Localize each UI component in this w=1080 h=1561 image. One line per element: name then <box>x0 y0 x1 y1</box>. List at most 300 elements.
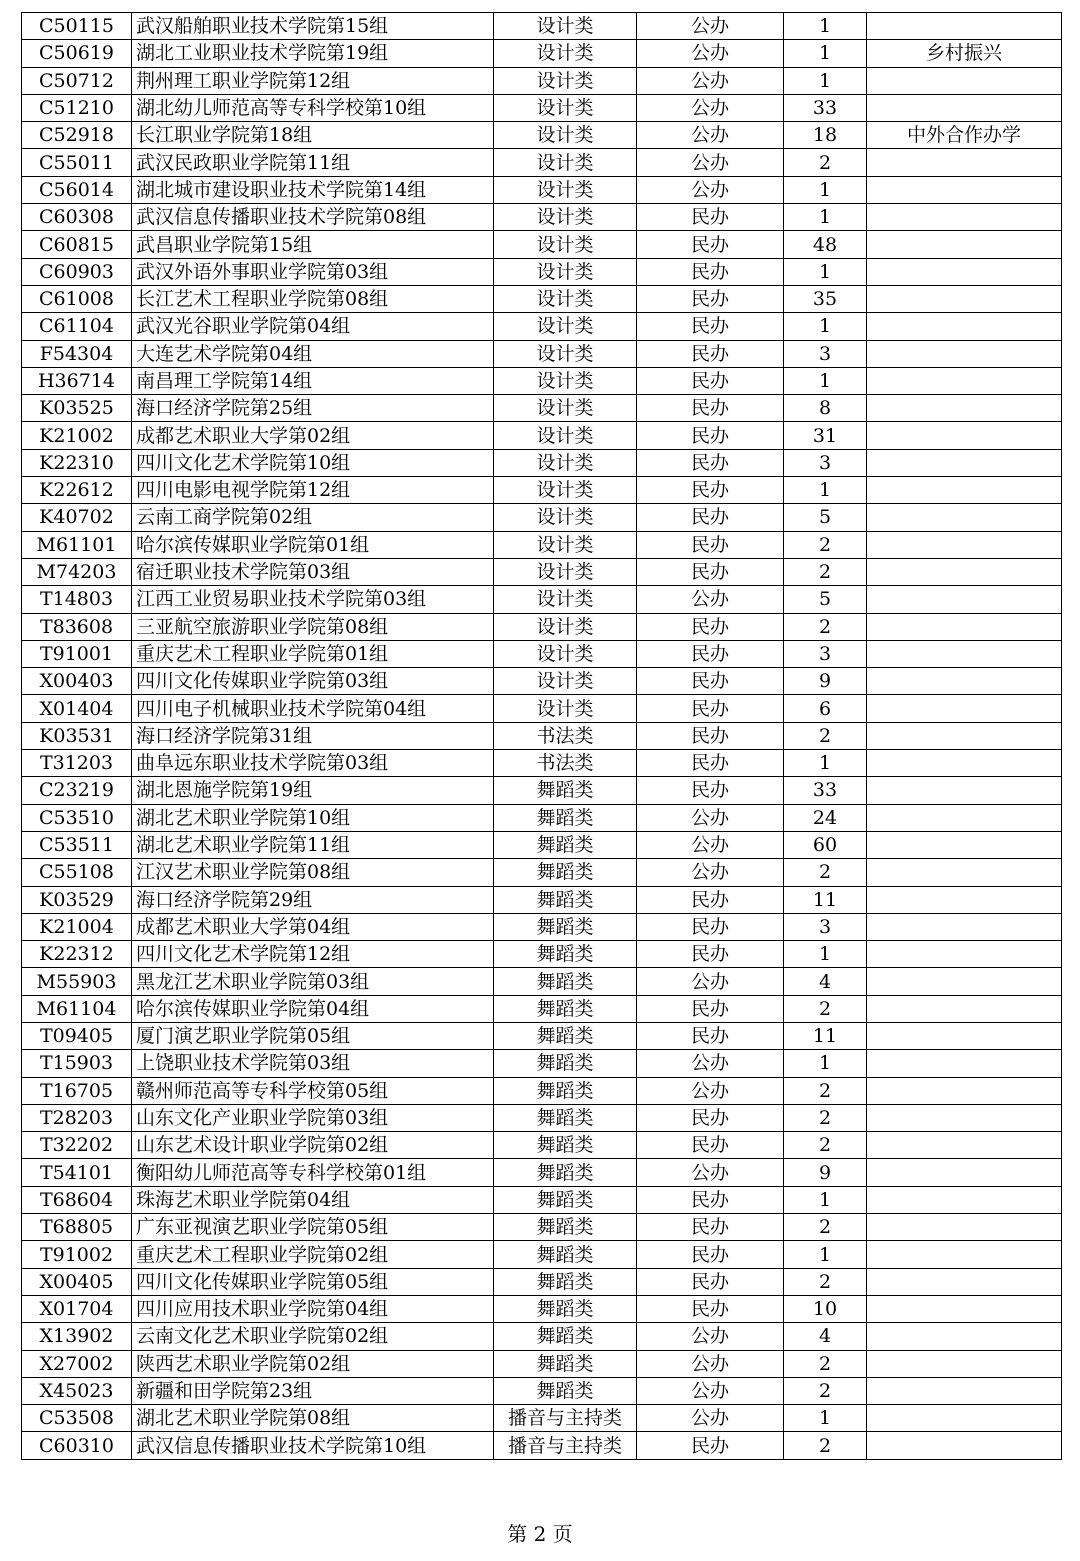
school-type-cell: 民办 <box>637 1022 784 1049</box>
category-cell: 设计类 <box>494 340 637 367</box>
table-row <box>22 1295 1062 1322</box>
school-type-cell: 民办 <box>637 231 784 258</box>
college-group-cell: 湖北艺术职业学院第10组 <box>132 804 494 831</box>
college-group-cell: 厦门演艺职业学院第05组 <box>132 1022 494 1049</box>
plan-count-cell: 33 <box>784 777 867 804</box>
group-code-cell: K03531 <box>22 722 132 749</box>
college-group-cell: 哈尔滨传媒职业学院第01组 <box>132 531 494 558</box>
group-code-cell: C61008 <box>22 285 132 312</box>
school-type-cell: 民办 <box>637 204 784 231</box>
college-group-cell: 长江职业学院第18组 <box>132 122 494 149</box>
remark-cell <box>867 1132 1062 1159</box>
table-row <box>22 695 1062 722</box>
plan-count-cell: 2 <box>784 722 867 749</box>
table-row <box>22 586 1062 613</box>
category-cell: 舞蹈类 <box>494 913 637 940</box>
category-cell: 舞蹈类 <box>494 1159 637 1186</box>
group-code-cell: C52918 <box>22 122 132 149</box>
college-group-cell: 武汉外语外事职业学院第03组 <box>132 258 494 285</box>
remark-cell <box>867 449 1062 476</box>
category-cell: 舞蹈类 <box>494 1077 637 1104</box>
plan-count-cell: 18 <box>784 122 867 149</box>
plan-count-cell: 6 <box>784 695 867 722</box>
category-cell: 设计类 <box>494 313 637 340</box>
remark-cell <box>867 204 1062 231</box>
category-cell: 舞蹈类 <box>494 777 637 804</box>
group-code-cell: T68805 <box>22 1214 132 1241</box>
plan-count-cell: 31 <box>784 422 867 449</box>
category-cell: 设计类 <box>494 367 637 394</box>
college-group-cell: 湖北工业职业技术学院第19组 <box>132 40 494 67</box>
plan-count-cell: 10 <box>784 1295 867 1322</box>
remark-cell <box>867 886 1062 913</box>
college-group-cell: 江西工业贸易职业技术学院第03组 <box>132 586 494 613</box>
group-code-cell: T91002 <box>22 1241 132 1268</box>
remark-cell <box>867 504 1062 531</box>
school-type-cell: 公办 <box>637 968 784 995</box>
plan-count-cell: 2 <box>784 1350 867 1377</box>
plan-count-cell: 2 <box>784 558 867 585</box>
plan-count-cell: 35 <box>784 285 867 312</box>
remark-cell <box>867 1159 1062 1186</box>
category-cell: 设计类 <box>494 285 637 312</box>
remark-cell <box>867 804 1062 831</box>
remark-cell <box>867 1077 1062 1104</box>
category-cell: 舞蹈类 <box>494 1241 637 1268</box>
table-row <box>22 1104 1062 1131</box>
category-cell: 设计类 <box>494 613 637 640</box>
plan-count-cell: 2 <box>784 1132 867 1159</box>
school-type-cell: 民办 <box>637 1268 784 1295</box>
plan-count-cell: 4 <box>784 1323 867 1350</box>
remark-cell <box>867 941 1062 968</box>
plan-count-cell: 3 <box>784 913 867 940</box>
school-type-cell: 公办 <box>637 67 784 94</box>
category-cell: 舞蹈类 <box>494 886 637 913</box>
school-type-cell: 公办 <box>637 176 784 203</box>
group-code-cell: M55903 <box>22 968 132 995</box>
remark-cell <box>867 913 1062 940</box>
group-code-cell: C60310 <box>22 1432 132 1459</box>
category-cell: 设计类 <box>494 258 637 285</box>
college-group-cell: 曲阜远东职业技术学院第03组 <box>132 750 494 777</box>
plan-count-cell: 1 <box>784 1241 867 1268</box>
school-type-cell: 公办 <box>637 13 784 40</box>
remark-cell <box>867 477 1062 504</box>
category-cell: 设计类 <box>494 422 637 449</box>
plan-count-cell: 2 <box>784 995 867 1022</box>
school-type-cell: 公办 <box>637 586 784 613</box>
category-cell: 设计类 <box>494 504 637 531</box>
remark-cell <box>867 558 1062 585</box>
remark-cell <box>867 149 1062 176</box>
category-cell: 设计类 <box>494 558 637 585</box>
table-row <box>22 859 1062 886</box>
college-group-cell: 四川文化艺术学院第12组 <box>132 941 494 968</box>
group-code-cell: X45023 <box>22 1377 132 1404</box>
table-row <box>22 968 1062 995</box>
remark-cell <box>867 613 1062 640</box>
table-row <box>22 176 1062 203</box>
remark-cell <box>867 1022 1062 1049</box>
school-type-cell: 公办 <box>637 122 784 149</box>
college-group-cell: 荆州理工职业学院第12组 <box>132 67 494 94</box>
remark-cell <box>867 1377 1062 1404</box>
group-code-cell: T28203 <box>22 1104 132 1131</box>
table-row <box>22 1405 1062 1432</box>
college-group-cell: 海口经济学院第31组 <box>132 722 494 749</box>
plan-count-cell: 48 <box>784 231 867 258</box>
college-group-cell: 赣州师范高等专科学校第05组 <box>132 1077 494 1104</box>
category-cell: 设计类 <box>494 640 637 667</box>
school-type-cell: 民办 <box>637 558 784 585</box>
admissions-table <box>21 12 1062 1460</box>
school-type-cell: 民办 <box>637 668 784 695</box>
college-group-cell: 四川文化传媒职业学院第03组 <box>132 668 494 695</box>
plan-count-cell: 2 <box>784 1214 867 1241</box>
college-group-cell: 武汉船舶职业技术学院第15组 <box>132 13 494 40</box>
group-code-cell: C23219 <box>22 777 132 804</box>
plan-count-cell: 1 <box>784 1186 867 1213</box>
table-row <box>22 40 1062 67</box>
college-group-cell: 湖北艺术职业学院第08组 <box>132 1405 494 1432</box>
college-group-cell: 成都艺术职业大学第02组 <box>132 422 494 449</box>
group-code-cell: X01704 <box>22 1295 132 1322</box>
category-cell: 书法类 <box>494 722 637 749</box>
group-code-cell: C56014 <box>22 176 132 203</box>
group-code-cell: K40702 <box>22 504 132 531</box>
college-group-cell: 广东亚视演艺职业学院第05组 <box>132 1214 494 1241</box>
category-cell: 舞蹈类 <box>494 1323 637 1350</box>
table-row <box>22 231 1062 258</box>
college-group-cell: 湖北城市建设职业技术学院第14组 <box>132 176 494 203</box>
group-code-cell: X01404 <box>22 695 132 722</box>
table-row <box>22 995 1062 1022</box>
college-group-cell: 江汉艺术职业学院第08组 <box>132 859 494 886</box>
school-type-cell: 民办 <box>637 367 784 394</box>
table-row <box>22 722 1062 749</box>
category-cell: 设计类 <box>494 40 637 67</box>
group-code-cell: H36714 <box>22 367 132 394</box>
remark-cell <box>867 722 1062 749</box>
college-group-cell: 四川应用技术职业学院第04组 <box>132 1295 494 1322</box>
category-cell: 设计类 <box>494 67 637 94</box>
remark-cell <box>867 285 1062 312</box>
table-row <box>22 449 1062 476</box>
remark-cell <box>867 831 1062 858</box>
plan-count-cell: 2 <box>784 859 867 886</box>
college-group-cell: 三亚航空旅游职业学院第08组 <box>132 613 494 640</box>
table-row <box>22 1159 1062 1186</box>
remark-cell <box>867 367 1062 394</box>
category-cell: 设计类 <box>494 531 637 558</box>
table-row <box>22 477 1062 504</box>
remark-cell <box>867 1432 1062 1459</box>
category-cell: 舞蹈类 <box>494 1186 637 1213</box>
college-group-cell: 山东艺术设计职业学院第02组 <box>132 1132 494 1159</box>
group-code-cell: C50712 <box>22 67 132 94</box>
remark-cell <box>867 1295 1062 1322</box>
remark-cell <box>867 1104 1062 1131</box>
plan-count-cell: 2 <box>784 1268 867 1295</box>
plan-count-cell: 1 <box>784 1050 867 1077</box>
category-cell: 设计类 <box>494 94 637 121</box>
school-type-cell: 民办 <box>637 886 784 913</box>
table-row <box>22 1186 1062 1213</box>
school-type-cell: 公办 <box>637 1159 784 1186</box>
category-cell: 舞蹈类 <box>494 1350 637 1377</box>
group-code-cell: T91001 <box>22 640 132 667</box>
college-group-cell: 武昌职业学院第15组 <box>132 231 494 258</box>
group-code-cell: K21002 <box>22 422 132 449</box>
category-cell: 播音与主持类 <box>494 1405 637 1432</box>
category-cell: 舞蹈类 <box>494 831 637 858</box>
table-row <box>22 313 1062 340</box>
plan-count-cell: 11 <box>784 886 867 913</box>
remark-cell <box>867 313 1062 340</box>
college-group-cell: 四川文化艺术学院第10组 <box>132 449 494 476</box>
school-type-cell: 民办 <box>637 449 784 476</box>
school-type-cell: 民办 <box>637 285 784 312</box>
plan-count-cell: 5 <box>784 504 867 531</box>
plan-count-cell: 4 <box>784 968 867 995</box>
table-row <box>22 258 1062 285</box>
table-row <box>22 941 1062 968</box>
college-group-cell: 上饶职业技术学院第03组 <box>132 1050 494 1077</box>
remark-cell <box>867 1268 1062 1295</box>
college-group-cell: 武汉信息传播职业技术学院第10组 <box>132 1432 494 1459</box>
remark-cell <box>867 1050 1062 1077</box>
plan-count-cell: 1 <box>784 1405 867 1432</box>
plan-count-cell: 2 <box>784 613 867 640</box>
school-type-cell: 公办 <box>637 804 784 831</box>
college-group-cell: 哈尔滨传媒职业学院第04组 <box>132 995 494 1022</box>
plan-count-cell: 2 <box>784 1377 867 1404</box>
group-code-cell: K03525 <box>22 395 132 422</box>
table-row <box>22 1432 1062 1459</box>
school-type-cell: 民办 <box>637 1241 784 1268</box>
table-row <box>22 204 1062 231</box>
category-cell: 舞蹈类 <box>494 1268 637 1295</box>
college-group-cell: 武汉民政职业学院第11组 <box>132 149 494 176</box>
table-row <box>22 122 1062 149</box>
category-cell: 设计类 <box>494 668 637 695</box>
plan-count-cell: 1 <box>784 176 867 203</box>
school-type-cell: 公办 <box>637 831 784 858</box>
school-type-cell: 民办 <box>637 777 784 804</box>
table-row <box>22 804 1062 831</box>
plan-count-cell: 1 <box>784 67 867 94</box>
category-cell: 播音与主持类 <box>494 1432 637 1459</box>
group-code-cell: C53511 <box>22 831 132 858</box>
table-row <box>22 831 1062 858</box>
college-group-cell: 云南文化艺术职业学院第02组 <box>132 1323 494 1350</box>
remark-cell <box>867 67 1062 94</box>
remark-cell <box>867 1350 1062 1377</box>
category-cell: 设计类 <box>494 122 637 149</box>
plan-count-cell: 1 <box>784 40 867 67</box>
remark-cell: 乡村振兴 <box>867 40 1062 67</box>
plan-count-cell: 3 <box>784 449 867 476</box>
category-cell: 舞蹈类 <box>494 1104 637 1131</box>
remark-cell <box>867 1241 1062 1268</box>
school-type-cell: 民办 <box>637 504 784 531</box>
category-cell: 舞蹈类 <box>494 941 637 968</box>
table-row <box>22 1022 1062 1049</box>
group-code-cell: C60815 <box>22 231 132 258</box>
college-group-cell: 山东文化产业职业学院第03组 <box>132 1104 494 1131</box>
plan-count-cell: 1 <box>784 204 867 231</box>
college-group-cell: 海口经济学院第29组 <box>132 886 494 913</box>
plan-count-cell: 1 <box>784 477 867 504</box>
college-group-cell: 海口经济学院第25组 <box>132 395 494 422</box>
category-cell: 设计类 <box>494 586 637 613</box>
category-cell: 舞蹈类 <box>494 1050 637 1077</box>
remark-cell <box>867 968 1062 995</box>
school-type-cell: 民办 <box>637 313 784 340</box>
category-cell: 设计类 <box>494 13 637 40</box>
school-type-cell: 公办 <box>637 1323 784 1350</box>
college-group-cell: 成都艺术职业大学第04组 <box>132 913 494 940</box>
plan-count-cell: 1 <box>784 258 867 285</box>
college-group-cell: 武汉信息传播职业技术学院第08组 <box>132 204 494 231</box>
group-code-cell: K22310 <box>22 449 132 476</box>
college-group-cell: 湖北恩施学院第19组 <box>132 777 494 804</box>
category-cell: 舞蹈类 <box>494 995 637 1022</box>
category-cell: 舞蹈类 <box>494 1132 637 1159</box>
college-group-cell: 衡阳幼儿师范高等专科学校第01组 <box>132 1159 494 1186</box>
plan-count-cell: 3 <box>784 640 867 667</box>
school-type-cell: 民办 <box>637 1214 784 1241</box>
table-row <box>22 886 1062 913</box>
group-code-cell: M61104 <box>22 995 132 1022</box>
college-group-cell: 珠海艺术职业学院第04组 <box>132 1186 494 1213</box>
remark-cell: 中外合作办学 <box>867 122 1062 149</box>
table-row <box>22 558 1062 585</box>
category-cell: 设计类 <box>494 231 637 258</box>
school-type-cell: 公办 <box>637 94 784 121</box>
table-row <box>22 367 1062 394</box>
table-row <box>22 1268 1062 1295</box>
school-type-cell: 民办 <box>637 941 784 968</box>
group-code-cell: T54101 <box>22 1159 132 1186</box>
group-code-cell: C61104 <box>22 313 132 340</box>
school-type-cell: 民办 <box>637 1132 784 1159</box>
plan-count-cell: 8 <box>784 395 867 422</box>
school-type-cell: 民办 <box>637 750 784 777</box>
school-type-cell: 民办 <box>637 340 784 367</box>
table-row <box>22 750 1062 777</box>
group-code-cell: K21004 <box>22 913 132 940</box>
group-code-cell: T83608 <box>22 613 132 640</box>
college-group-cell: 云南工商学院第02组 <box>132 504 494 531</box>
remark-cell <box>867 777 1062 804</box>
group-code-cell: M74203 <box>22 558 132 585</box>
group-code-cell: T14803 <box>22 586 132 613</box>
page-footer: 第 2 页 <box>507 1522 573 1546</box>
plan-count-cell: 9 <box>784 1159 867 1186</box>
school-type-cell: 公办 <box>637 1405 784 1432</box>
table-row <box>22 94 1062 121</box>
category-cell: 设计类 <box>494 395 637 422</box>
category-cell: 设计类 <box>494 695 637 722</box>
table-row <box>22 149 1062 176</box>
group-code-cell: C55011 <box>22 149 132 176</box>
college-group-cell: 重庆艺术工程职业学院第02组 <box>132 1241 494 1268</box>
remark-cell <box>867 176 1062 203</box>
school-type-cell: 公办 <box>637 1377 784 1404</box>
table-row <box>22 504 1062 531</box>
remark-cell <box>867 640 1062 667</box>
remark-cell <box>867 859 1062 886</box>
plan-count-cell: 9 <box>784 668 867 695</box>
school-type-cell: 公办 <box>637 1350 784 1377</box>
table-row <box>22 1350 1062 1377</box>
college-group-cell: 陕西艺术职业学院第02组 <box>132 1350 494 1377</box>
college-group-cell: 四川文化传媒职业学院第05组 <box>132 1268 494 1295</box>
group-code-cell: X13902 <box>22 1323 132 1350</box>
table-row <box>22 285 1062 312</box>
school-type-cell: 公办 <box>637 859 784 886</box>
college-group-cell: 武汉光谷职业学院第04组 <box>132 313 494 340</box>
school-type-cell: 民办 <box>637 395 784 422</box>
category-cell: 舞蹈类 <box>494 1295 637 1322</box>
category-cell: 舞蹈类 <box>494 804 637 831</box>
table-row <box>22 1050 1062 1077</box>
table-row <box>22 67 1062 94</box>
remark-cell <box>867 750 1062 777</box>
school-type-cell: 公办 <box>637 1050 784 1077</box>
category-cell: 舞蹈类 <box>494 968 637 995</box>
plan-count-cell: 1 <box>784 750 867 777</box>
college-group-cell: 南昌理工学院第14组 <box>132 367 494 394</box>
table-row <box>22 1377 1062 1404</box>
school-type-cell: 民办 <box>637 422 784 449</box>
group-code-cell: C50619 <box>22 40 132 67</box>
group-code-cell: T09405 <box>22 1022 132 1049</box>
college-group-cell: 黑龙江艺术职业学院第03组 <box>132 968 494 995</box>
school-type-cell: 民办 <box>637 722 784 749</box>
college-group-cell: 四川电影电视学院第12组 <box>132 477 494 504</box>
plan-count-cell: 24 <box>784 804 867 831</box>
table-row <box>22 531 1062 558</box>
group-code-cell: T31203 <box>22 750 132 777</box>
category-cell: 书法类 <box>494 750 637 777</box>
school-type-cell: 民办 <box>637 1104 784 1131</box>
plan-count-cell: 2 <box>784 1432 867 1459</box>
school-type-cell: 公办 <box>637 149 784 176</box>
category-cell: 设计类 <box>494 176 637 203</box>
school-type-cell: 民办 <box>637 695 784 722</box>
school-type-cell: 民办 <box>637 995 784 1022</box>
table-row <box>22 1132 1062 1159</box>
table-row <box>22 1241 1062 1268</box>
category-cell: 设计类 <box>494 204 637 231</box>
school-type-cell: 民办 <box>637 640 784 667</box>
group-code-cell: T15903 <box>22 1050 132 1077</box>
plan-count-cell: 33 <box>784 94 867 121</box>
remark-cell <box>867 531 1062 558</box>
category-cell: 舞蹈类 <box>494 1377 637 1404</box>
school-type-cell: 公办 <box>637 40 784 67</box>
table-row <box>22 1323 1062 1350</box>
category-cell: 舞蹈类 <box>494 859 637 886</box>
category-cell: 设计类 <box>494 149 637 176</box>
group-code-cell: C60308 <box>22 204 132 231</box>
group-code-cell: X00403 <box>22 668 132 695</box>
remark-cell <box>867 695 1062 722</box>
category-cell: 舞蹈类 <box>494 1214 637 1241</box>
